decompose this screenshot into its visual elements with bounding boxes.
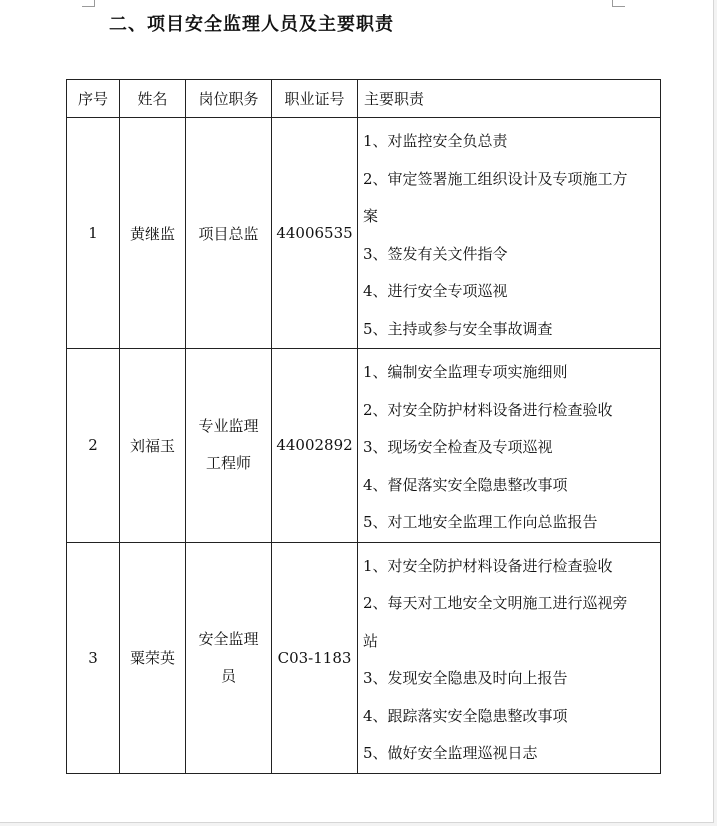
cell-position: 专业监理工程师 (186, 349, 272, 543)
cell-position: 项目总监 (186, 118, 272, 349)
header-position: 岗位职务 (186, 80, 272, 118)
header-name: 姓名 (120, 80, 186, 118)
header-cert-no: 职业证号 (272, 80, 358, 118)
supervision-staff-table (66, 79, 661, 774)
duty-line: 5、主持或参与安全事故调查 (363, 319, 553, 338)
table-row (67, 349, 661, 543)
duty-line: 1、对监控安全负总责 (363, 132, 508, 150)
cell-name: 黄继监 (120, 118, 186, 349)
duty-line: 3、发现安全隐患及时向上报告 (363, 669, 568, 687)
duty-line: 案 (363, 207, 379, 225)
margin-corner-mark-right (612, 0, 625, 7)
duty-line: 4、跟踪落实安全隐患整改事项 (363, 706, 568, 725)
table-row (67, 118, 661, 349)
duty-line: 1、编制安全监理专项实施细则 (363, 363, 568, 381)
duty-line: 5、对工地安全监理工作向总监报告 (363, 513, 598, 531)
duty-line: 3、现场安全检查及专项巡视 (363, 438, 553, 456)
table-row (67, 542, 661, 773)
duty-line: 4、进行安全专项巡视 (363, 282, 508, 300)
header-index: 序号 (67, 80, 120, 118)
cell-name: 刘福玉 (120, 349, 186, 543)
table-header-row (67, 80, 661, 118)
cell-cert-no: 44002892 (272, 349, 358, 543)
cell-name: 粟荣英 (120, 542, 186, 773)
cell-cert-no: 44006535 (272, 118, 358, 349)
cell-cert-no: C03-1183 (272, 542, 358, 773)
duty-line: 2、审定签署施工组织设计及专项施工方 (363, 169, 628, 188)
header-duties: 主要职责 (358, 80, 661, 118)
cell-index: 3 (67, 542, 120, 773)
section-heading: 二、项目安全监理人员及主要职责 (109, 14, 394, 35)
cell-duties (358, 349, 661, 543)
duty-line: 4、督促落实安全隐患整改事项 (363, 475, 568, 494)
duty-line: 3、签发有关文件指令 (363, 244, 508, 263)
margin-corner-mark-left (82, 0, 95, 7)
duty-line: 2、每天对工地安全文明施工进行巡视旁 (363, 594, 628, 612)
duty-line: 1、对安全防护材料设备进行检查验收 (363, 556, 613, 575)
duty-line: 5、做好安全监理巡视日志 (363, 744, 538, 762)
duty-line: 站 (363, 631, 379, 650)
cell-position: 安全监理员 (186, 542, 272, 773)
cell-duties (358, 118, 661, 349)
cell-index: 1 (67, 118, 120, 349)
cell-duties (358, 542, 661, 773)
duty-line: 2、对安全防护材料设备进行检查验收 (363, 400, 613, 419)
cell-index: 2 (67, 349, 120, 543)
